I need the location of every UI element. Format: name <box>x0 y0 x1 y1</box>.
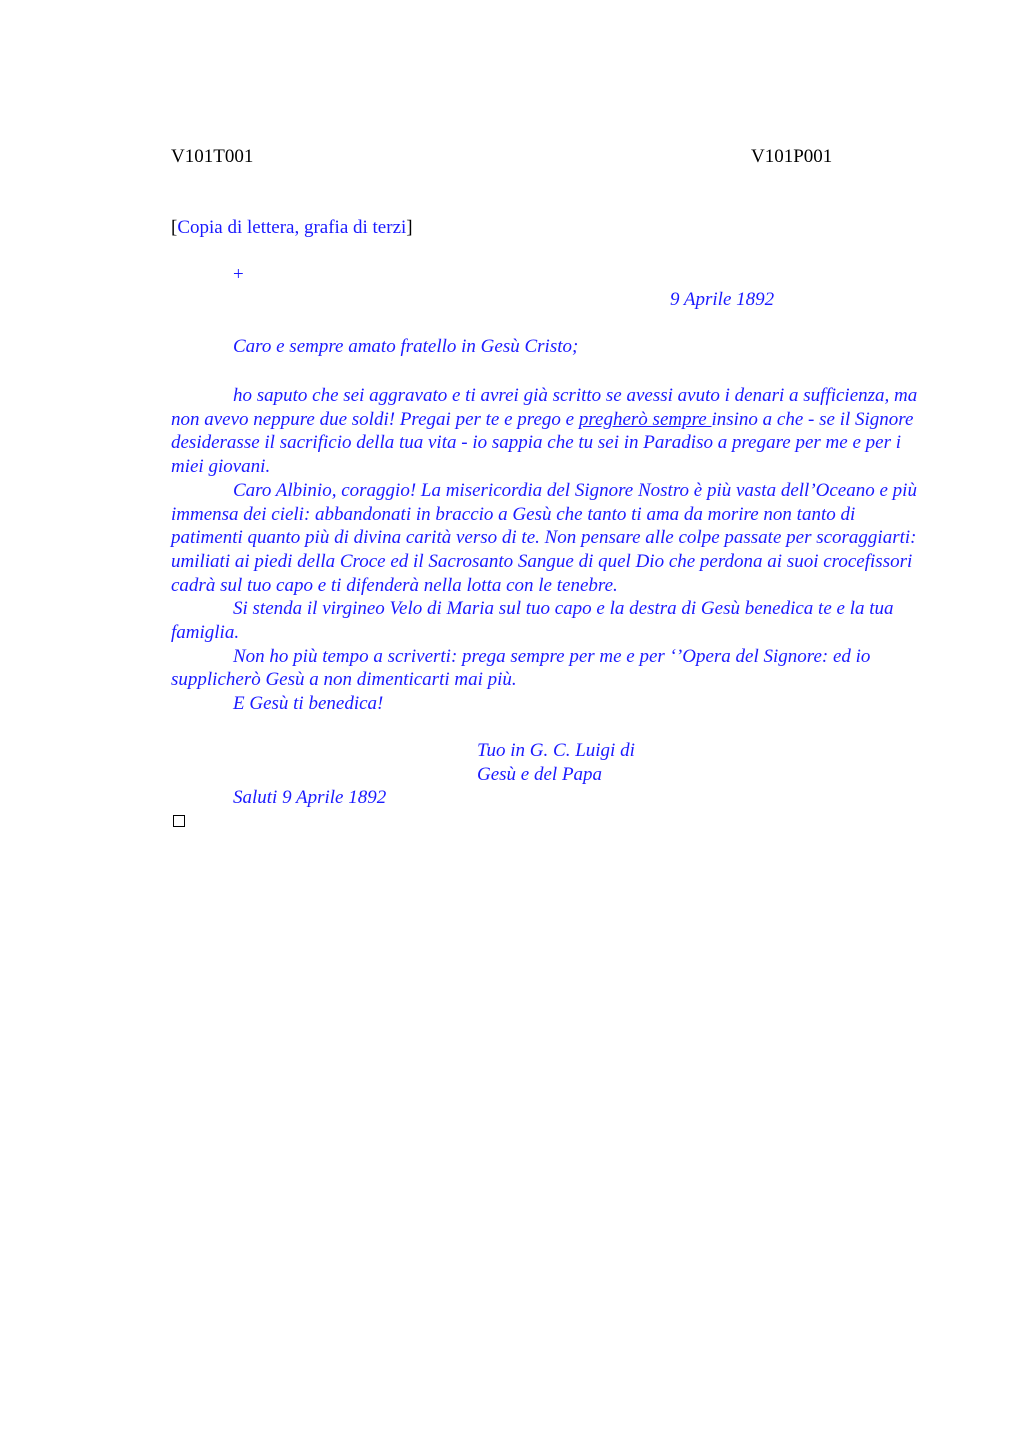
editorial-note-text: Copia di lettera, grafia di terzi <box>177 217 407 238</box>
letter-body <box>171 384 931 716</box>
letter-paragraph-1 <box>171 384 931 479</box>
editorial-note-open-bracket: [ <box>171 217 178 238</box>
paragraph-1-text-start: ho saputo che sei aggravato e ti avrei già scritto se avessi avuto i denari a sufficienza, ma non avevo neppure due soldi! Pregai per te e prego e <box>171 385 918 430</box>
signature-line-1: Tuo in G. C. Luigi di <box>477 740 635 761</box>
editorial-note-close-bracket: ] <box>406 217 413 238</box>
signature-line-2: Gesù e del Papa <box>477 764 603 785</box>
letter-paragraph-4: Non ho più tempo a scriverti: prega sempre per me e per ‘’Opera del Signore: ed io supplicherò Gesù a non dimenticarti mai più. <box>171 645 871 691</box>
paragraph-1-text-end: insino a che - se il Signore desiderasse il sacrificio della tua vita - io sappia che tu sei in Paradiso a pregare per me e per i miei giovani. <box>171 408 914 478</box>
letter-closing: Saluti 9 Aprile 1892 <box>233 787 387 808</box>
editorial-note <box>171 217 413 239</box>
document-code-right: V101P001 <box>751 146 833 167</box>
letter-paragraph-2: Caro Albinio, coraggio! La misericordia del Signore Nostro è più vasta dell’Oceano e più immensa dei cieli: abbandonati in braccio a Gesù che tanto ti ama da morire non tanto di patimenti quanto più di divina carità verso di te. Non pensare alle colpe passate per scoraggiarti: umiliati ai piedi della Croce ed il Sacrosanto Sangue di quel Dio che perdona ai suoi crocefissori cadrà sul tuo capo e ti difenderà nella lotta con le tenebre. <box>171 479 917 596</box>
square-outline-icon <box>173 815 185 827</box>
letter-paragraph-5: E Gesù ti benedica! <box>233 693 384 715</box>
letter-date: 9 Aprile 1892 <box>670 289 775 310</box>
underlined-phrase: pregherò sempre <box>578 408 712 430</box>
letter-salutation: Caro e sempre amato fratello in Gesù Cristo; <box>233 336 579 357</box>
document-code-left: V101T001 <box>171 146 254 167</box>
cross-mark: + <box>233 264 244 285</box>
letter-paragraph-3: Si stenda il virgineo Velo di Maria sul tuo capo e la destra di Gesù benedica te e la tua famiglia. <box>171 598 894 644</box>
